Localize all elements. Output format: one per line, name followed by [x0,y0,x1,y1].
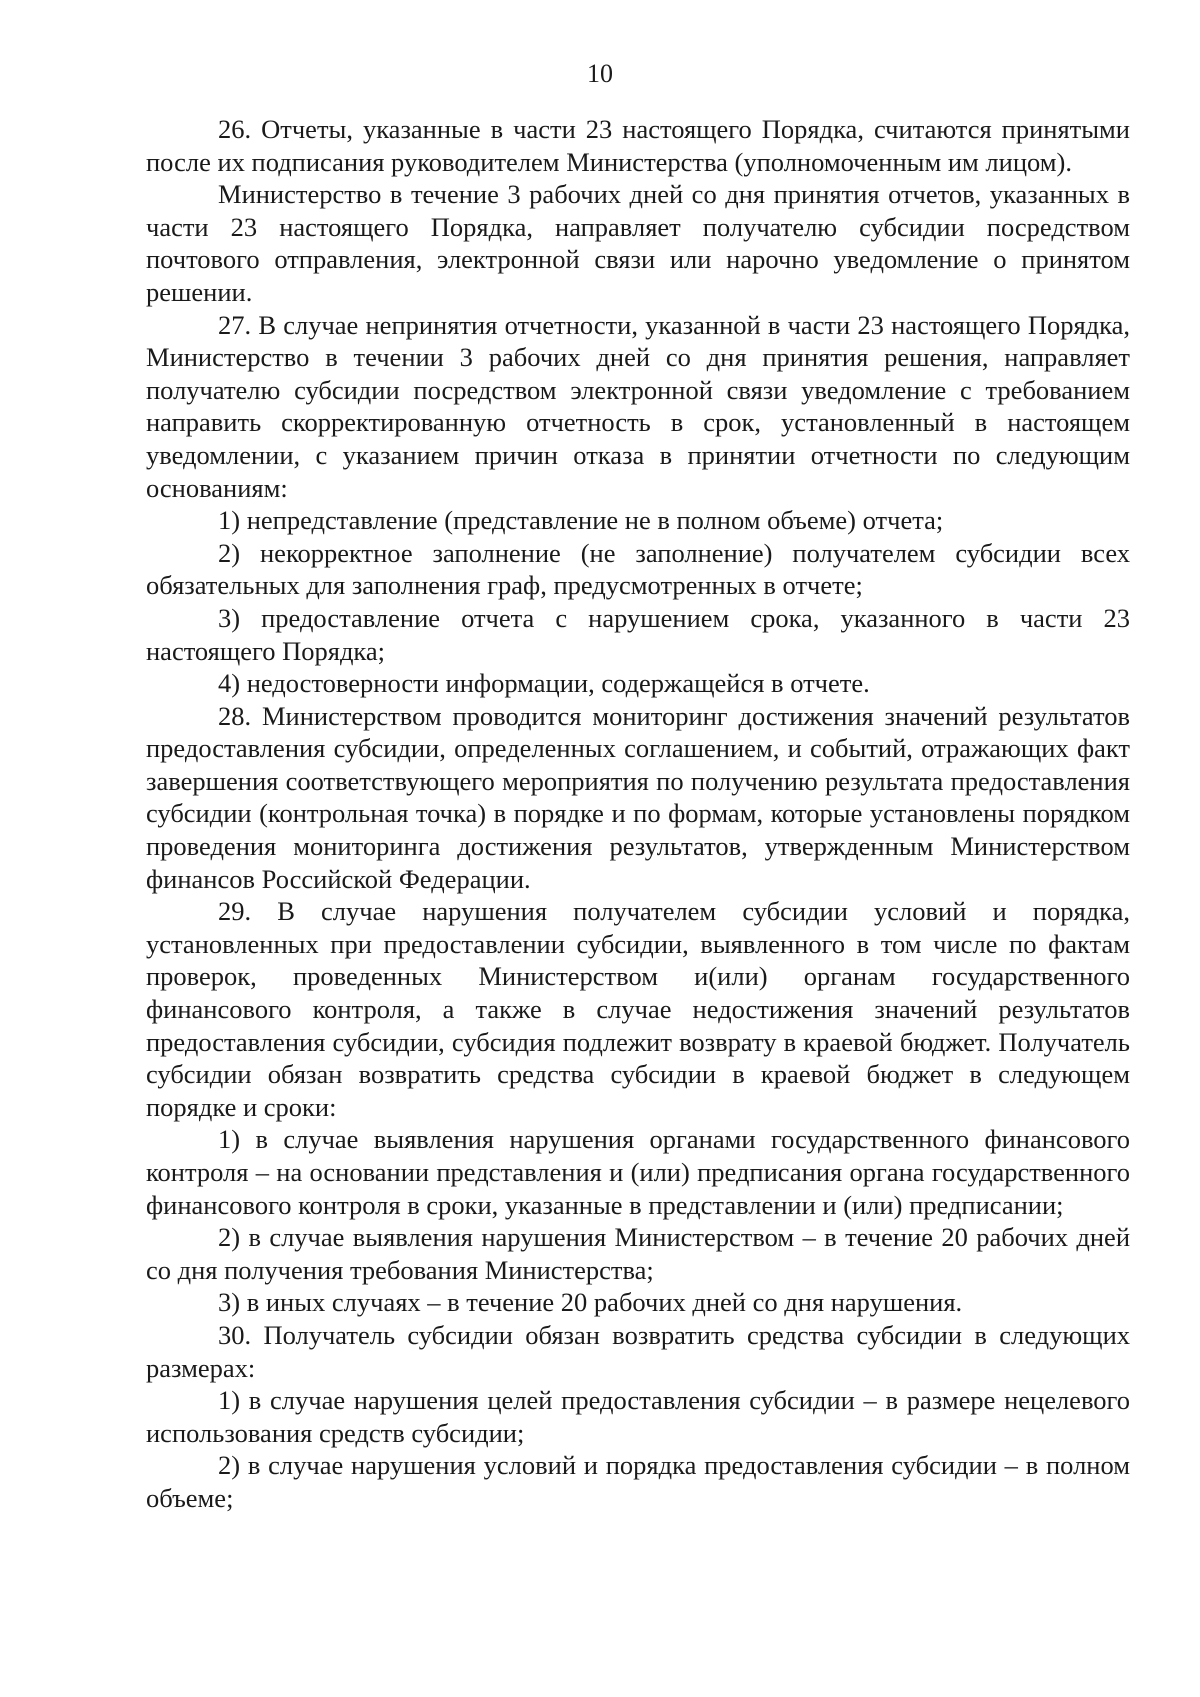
paragraph-30-item-2: 2) в случае нарушения условий и порядка предоставления субсидии – в полном объеме; [146,1450,1130,1513]
page-number: 10 [587,59,613,88]
paragraph-29: 29. В случае нарушения получателем субсидии условий и порядка, установленных при предоставлении субсидии, выявленного в том числе по фактам проверок, проведенных Министерством и(или) органам государственного финансового контроля, а также в случае недостижения значений результатов предоставления субсидии, субсидия подлежит возврату в краевой бюджет. Получатель субсидии обязан возвратить средства субсидии в краевой бюджет в следующем порядке и сроки: [146,896,1130,1122]
paragraph-27: 27. В случае непринятия отчетности, указанной в части 23 настоящего Порядка, Министерство в течении 3 рабочих дней со дня принятия решения, направляет получателю субсидии посредством электронной связи уведомление с требованием направить скорректированную отчетность в срок, установленный в настоящем уведомлении, с указанием причин отказа в принятии отчетности по следующим основаниям: [146,309,1130,503]
paragraph-28: 28. Министерством проводится мониторинг достижения значений результатов предоставления субсидии, определенных соглашением, и событий, отражающих факт завершения соответствующего мероприятия по получению результата предоставления субсидии (контрольная точка) в порядке и по формам, которые установлены порядком проведения мониторинга достижения результатов, утвержденным Министерством финансов Российской Федерации. [146,700,1130,894]
paragraph-30-item-1: 1) в случае нарушения целей предоставления субсидии – в размере нецелевого использования средств субсидии; [146,1385,1130,1448]
paragraph-29-item-3: 3) в иных случаях – в течение 20 рабочих дней со дня нарушения. [218,1287,963,1318]
paragraph-26: 26. Отчеты, указанные в части 23 настоящего Порядка, считаются принятыми после их подписания руководителем Министерства (уполномоченным им лицом). [146,114,1130,177]
paragraph-27-item-3: 3) предоставление отчета с нарушением срока, указанного в части 23 настоящего Порядка; [146,602,1130,666]
paragraph-30: 30. Получатель субсидии обязан возвратить средства субсидии в следующих размерах: [146,1319,1130,1383]
paragraph-27-item-4: 4) недостоверности информации, содержащейся в отчете. [218,668,870,699]
paragraph-26-notice: Министерство в течение 3 рабочих дней со дня принятия отчетов, указанных в части 23 настоящего Порядка, направляет получателю субсидии посредством почтового отправления, электронной связи или нарочно уведомление о принятом решении. [146,179,1130,307]
document-body [146,113,1130,1515]
paragraph-29-item-1: 1) в случае выявления нарушения органами государственного финансового контроля – на основании представления и (или) предписания органа государственного финансового контроля в сроки, указанные в представлении и (или) предписании; [146,1124,1130,1220]
paragraph-29-item-2: 2) в случае выявления нарушения Министерством – в течение 20 рабочих дней со дня получения требования Министерства; [146,1222,1130,1285]
paragraph-27-item-2: 2) некорректное заполнение (не заполнение) получателем субсидии всех обязательных для заполнения граф, предусмотренных в отчете; [146,537,1130,601]
paragraph-27-item-1: 1) непредставление (представление не в полном объеме) отчета; [218,505,944,536]
